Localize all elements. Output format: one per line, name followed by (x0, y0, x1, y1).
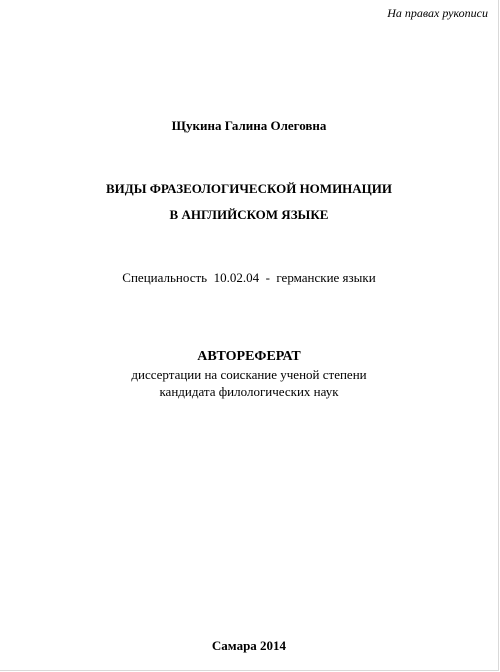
specialty-line: Специальность 10.02.04 - германские языки (122, 270, 376, 285)
title-line-1: ВИДЫ ФРАЗЕОЛОГИЧЕСКОЙ НОМИНАЦИИ (105, 181, 393, 196)
degree-line: кандидата филологических наук (159, 384, 339, 399)
city-year: Самара 2014 (211, 638, 287, 653)
abstract-heading: АВТОРЕФЕРАТ (197, 349, 301, 364)
rights-note: На правах рукописи (387, 6, 488, 20)
author-name: Щукина Галина Олеговна (171, 118, 327, 133)
dissertation-line: диссертации на соискание ученой степени (131, 367, 367, 382)
title-line-2: В АНГЛИЙСКОМ ЯЗЫКЕ (169, 207, 329, 222)
